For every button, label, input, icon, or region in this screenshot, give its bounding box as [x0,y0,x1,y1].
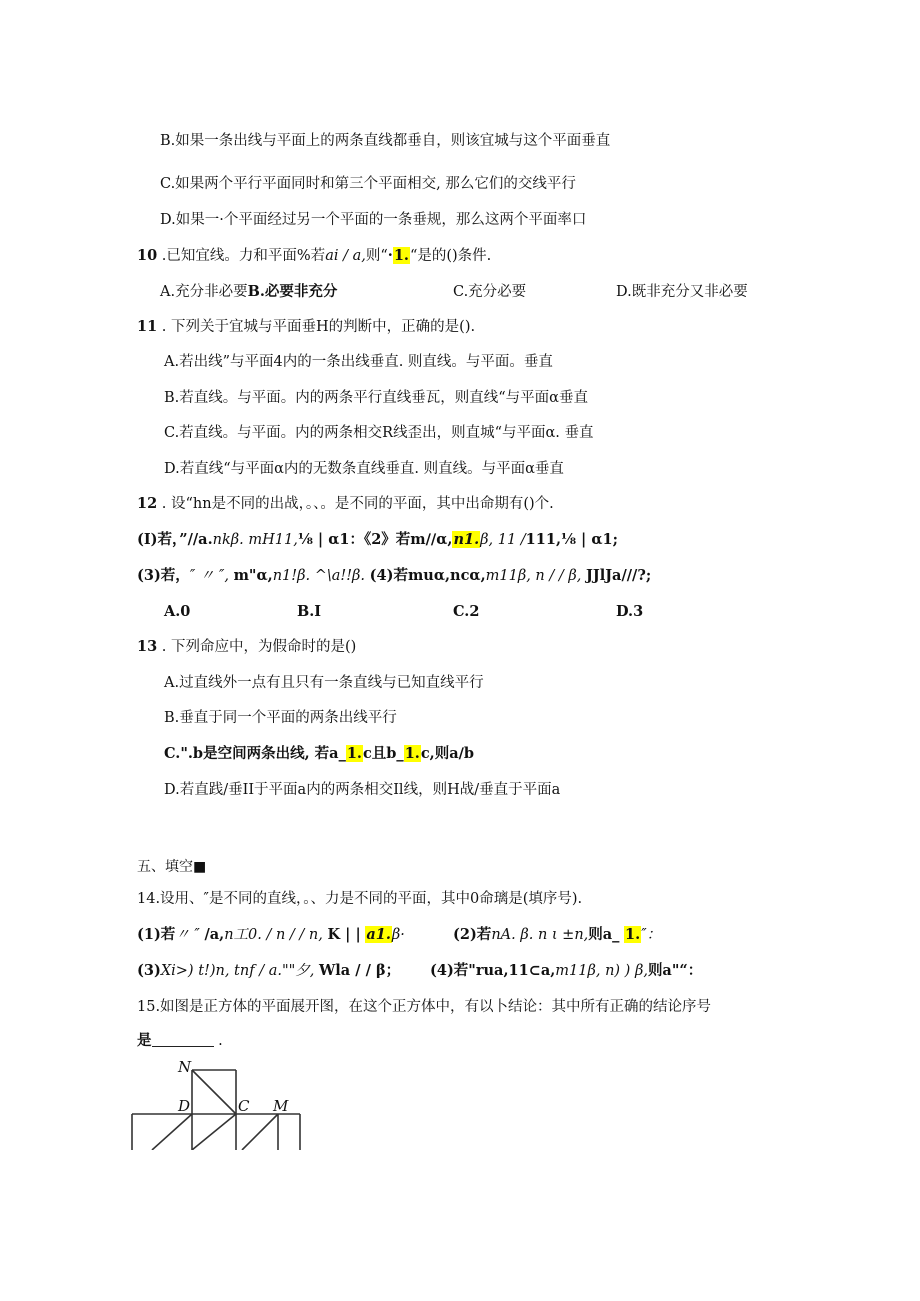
q9-option-b: B.如果一条出线与平面上的两条直线都垂自，则该宜城与这个平面垂直 [160,133,611,149]
q12-stem-text: . 设“hn是不同的出战，。、。是不同的平面，其中出命期有()个. [161,496,554,512]
label-n: N [178,1058,192,1076]
q10-stem [137,246,491,266]
q13-optc-b: c且b_ [362,745,404,762]
q12-stem [137,494,554,514]
q13-option-d: D.若直践/垂II于平面a内的两条相交Il线，则H战/垂直于平面a [164,782,561,798]
q10-option-d: D.既非充分又非必要 [616,284,748,300]
q13-optc-c: c,则a∕b [420,745,475,762]
q13-option-c [164,744,474,764]
q14-p4-b: m11β, n) ) β, [555,963,648,979]
q14-prop-1 [137,925,405,945]
q13-stem [137,637,356,657]
q13-option-b: B.垂直于同一个平面的两条出线平行 [164,710,397,726]
q15-stem: 15.如图是正方体的平面展开图，在这个正方体中，有以卜结论：其中所有正确的结论序号 [137,999,712,1015]
q12-line1-e: 111,⅛ | α1; [525,531,618,548]
q12-line1-b: nkβ. mH11, [212,532,298,548]
q13-option-a: A.过直线外一点有且只有一条直线与已知直线平行 [164,675,484,691]
q14-prop-2 [453,925,661,945]
q14-p3-b: Xi>) t!)n, tnf / a.""夕, [160,963,315,979]
q12-line1-c: ⅛ | α1：《2》若m∕∕α, [297,531,453,548]
net-diagonal [192,1070,236,1114]
q10-option-a [160,282,337,302]
net-diagonal [242,1114,278,1150]
q12-option-b: B.I [297,603,322,620]
q10-stem-a: .已知宜线。力和平面%若 [161,248,326,264]
q12-line2-a: (3)若， [137,567,190,584]
q12-line1-a: (I)若，”//a. [137,531,213,548]
q12-number: 12 [137,495,158,512]
label-c: C [238,1097,250,1115]
q12-line2-c: m"α, [233,567,273,584]
q13-optc-highlight-1: 1. [346,745,362,762]
q12-option-a: A.0 [164,603,191,620]
q14-p2-a: (2)若 [453,926,492,943]
q14-p4-a: (4)若"rua,11⊂a, [430,962,556,979]
q10-option-c: C.充分必要 [453,284,527,300]
q12-line2-b: ″ 〃 ″, [189,568,229,584]
q14-p1-c: /a, [204,926,225,943]
q14-p2-b: nA. β. n ι ±n, [491,927,589,943]
q11-option-d: D.若直线“与平面α内的无数条直线垂直. 则直线。与平面α垂直 [164,461,564,477]
q11-stem [137,317,475,337]
q12-line-1 [137,530,618,550]
q14-p2-d: ″： [641,927,662,943]
cube-net-figure [128,1058,308,1150]
q12-line1-d: β, 11 / [480,532,526,548]
q10-option-b: B.必要非充分 [247,283,338,300]
q15-stem-2: 是 [137,1032,152,1049]
q11-option-c: C.若直线。与平面。内的两条相交R线歪出，则直城“与平面α. 垂直 [164,425,594,441]
q13-stem-text: . 下列命应中，为假命时的是() [161,639,357,655]
q14-p2-c: 则a_ [588,926,620,943]
q13-optc-highlight-2: 1. [404,745,420,762]
q14-p4-c: 则a"“： [647,962,703,979]
q13-optc-a: C.".b是空间两条出线, 若a_ [164,745,346,762]
q10-option-a-text: A.充分非必要 [160,284,248,300]
net-diagonal [152,1114,192,1150]
q12-line2-f: m11β, n / / β, [485,568,582,584]
q11-option-a: A.若出线”与平面4内的一条出线垂直. 则直线。与平面。垂直 [164,354,553,370]
q12-line1-highlight: n1. [453,531,480,548]
q9-option-c: C.如果两个平行平面同时和第三个平面相交, 那么它们的交线平行 [160,176,576,192]
q12-line2-d: n1!β. ^\a!!β. [272,568,366,584]
net-diagonal [192,1114,236,1150]
q15-tail: . [218,1033,223,1049]
label-m: M [273,1097,289,1115]
q14-p1-d: n工0. / n / / n, [224,927,323,943]
q14-prop-3 [137,961,400,981]
q10-stem-c: 则“ [365,248,388,264]
q12-option-d: D.3 [616,603,644,620]
q14-stem: 14.设用、″是不同的直线，。、力是不同的平面，其中0命璃是(填序号). [137,891,583,907]
q10-highlight: 1. [393,247,409,264]
q11-stem-text: . 下列关于宜城与平面垂H的判断中，正确的是(). [161,319,476,335]
q9-option-d: D.如果一·个平面经过另一个平面的一条垂规，那么这两个平面率口 [160,212,587,228]
q12-line2-g: JJlJa///?; [585,567,652,584]
q12-option-c: C.2 [453,603,480,620]
q14-p1-a: (1)若 [137,926,176,943]
q15-answer-blank[interactable] [152,1032,214,1047]
q13-number: 13 [137,638,158,655]
q12-line-2 [137,566,651,586]
q10-stem-e: “是的()条件. [409,248,492,264]
q10-stem-b: ai / a, [325,248,366,264]
q10-stem-d: · [387,247,393,264]
q14-p1-b: 〃 ″ [175,927,200,943]
q10-number: 10 [137,247,158,264]
q14-p2-highlight: 1. [625,926,641,943]
section-heading: 五、填空■ [137,859,207,875]
q14-p1-f: β· [391,927,405,943]
q11-number: 11 [137,318,158,335]
q14-p3-c: Wla / / β； [319,962,401,979]
q14-p1-highlight: a1. [366,926,391,943]
q15-answer-line [137,1031,223,1051]
q11-option-b: B.若直线。与平面。内的两条平行直线垂瓦，则直线“与平面α垂直 [164,390,588,406]
q14-prop-4 [430,961,702,981]
q14-p1-e: K | | [327,926,361,943]
q12-line2-e: (4)若muα,ncα, [369,567,486,584]
label-d: D [178,1097,191,1115]
q14-p3-a: (3) [137,962,161,979]
